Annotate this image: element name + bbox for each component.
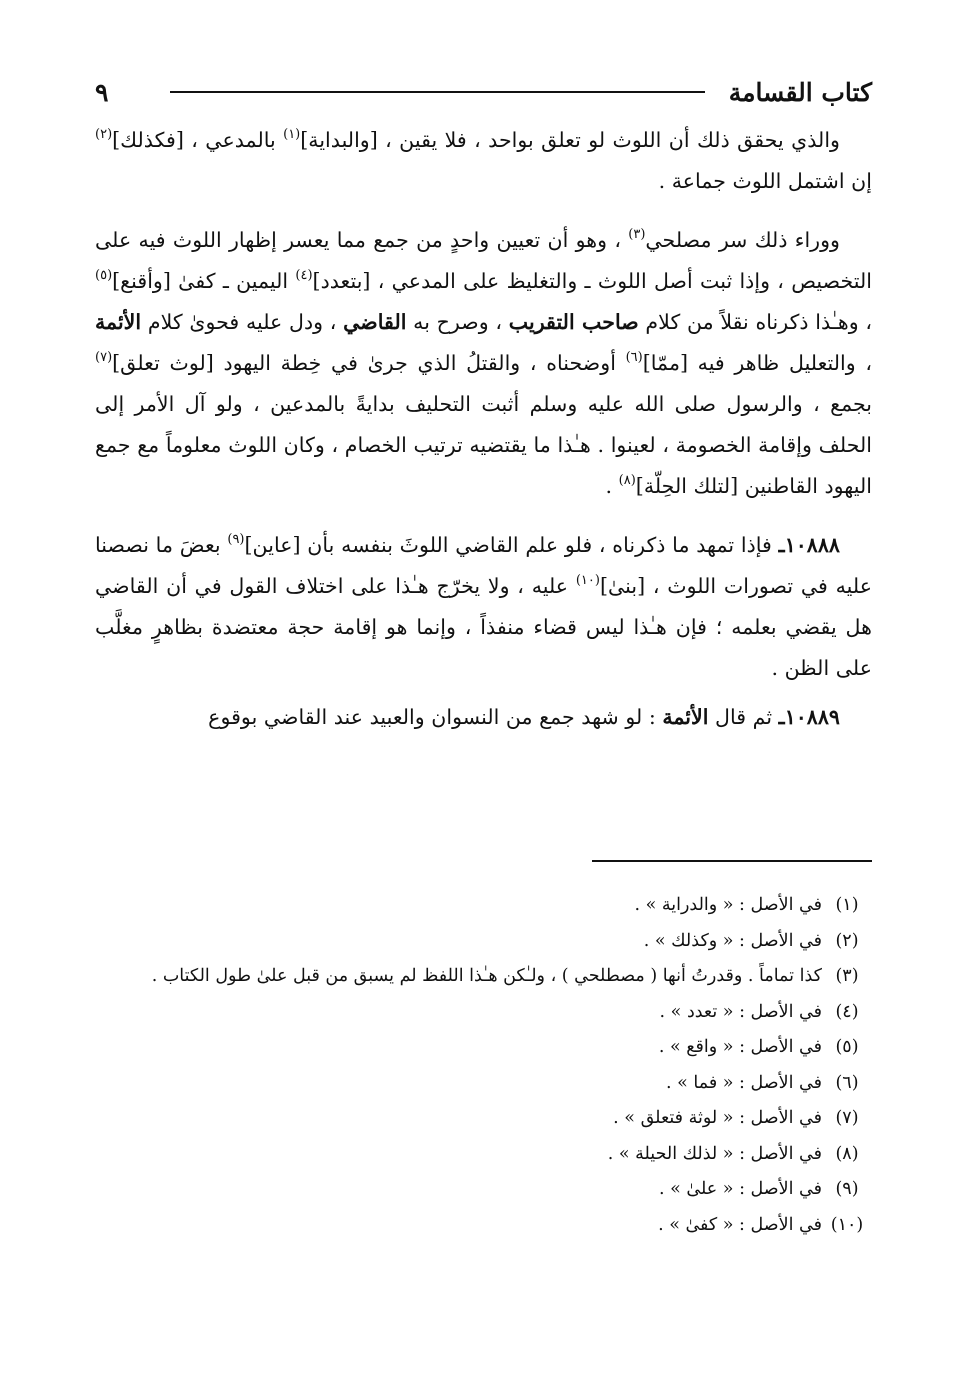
body-text: [95, 120, 872, 738]
footnote-item: [95, 1137, 872, 1173]
footnote-item: [95, 1208, 872, 1244]
footnote-ref-2: (٢): [95, 127, 113, 142]
text-run: : لو شهد جمع من النسوان والعبيد عند القاضي بوقوع: [208, 705, 663, 729]
footnote-item: [95, 959, 872, 995]
text-run: والذي يحقق ذلك أن اللوث لو تعلق بواحد ، فلا يقين ، [والبداية]: [300, 128, 840, 152]
footnote-separator: [592, 860, 872, 862]
paragraph-1: [95, 120, 872, 202]
footnote-text: في الأصل : « تعدد » .: [659, 1001, 822, 1022]
footnote-ref-10: (١٠): [575, 573, 600, 588]
footnote-text: كذا تماماً . وقدرتُ أنها ( مصطلحي ) ، ولـٰكن هـٰذا اللفظ لم يسبق من قبل علىٰ طول الكتاب .: [151, 966, 822, 986]
text-run: أوضحناه ، والقتلُ الذي جرىٰ في خِطة اليهود [لوث تعلق]: [112, 351, 626, 375]
header-rule: [170, 91, 704, 93]
footnote-item: [95, 995, 872, 1031]
paragraph-3: [95, 525, 872, 689]
text-run: اليمين ـ كفىٰ [وأقنع]: [112, 269, 296, 293]
footnote-ref-3: (٣): [628, 227, 646, 242]
footnote-number: (٤): [835, 1001, 859, 1022]
footnote-ref-4: (٤): [295, 268, 313, 283]
text-run: .: [605, 474, 619, 498]
footnote-text: في الأصل : « كفىٰ » .: [658, 1214, 822, 1235]
bold-name: الأئمة: [95, 310, 142, 334]
footnote-number: (٧): [835, 1108, 859, 1128]
footnote-text: في الأصل : « علىٰ » .: [659, 1179, 822, 1199]
text-run: ، وهو أن تعيين واحدٍ من جمع مما يعسر إظهار اللوث فيه على التخصيص ، وإذا ثبت أصل اللوث ـ والتغليظ على المدعي ، [بتعدد]: [95, 228, 872, 293]
footnote-text: في الأصل : « واقع » .: [658, 1037, 822, 1057]
footnote-ref-6: (٦): [625, 350, 643, 365]
footnote-number: (٨): [835, 1143, 859, 1164]
text-run: ، وصرح به: [406, 310, 509, 334]
footnote-number: (٩): [835, 1179, 859, 1199]
page-number: ٩: [95, 77, 109, 107]
footnote-item: [95, 888, 872, 924]
footnote-item: [95, 1172, 872, 1208]
text-run: عليه ، ولا يخرّج هـٰذا على اختلاف القول في أن القاضي هل يقضي بعلمه ؛ فإن هـٰذا ليس قضاء منفذاً ، وإنما هو إقامة حجة معتضدة بظاهرٍ مغلَّب على الظن .: [95, 574, 872, 680]
footnote-item: [95, 1066, 872, 1102]
book-page: [95, 72, 872, 1235]
footnote-ref-7: (٧): [95, 350, 113, 365]
footnote-text: في الأصل : « وكذلك » .: [643, 930, 822, 951]
text-run: بعضَ ما نصصنا عليه في تصورات اللوث ، [بنىٰ]: [95, 533, 872, 598]
bold-name: القاضي: [343, 310, 407, 334]
text-run: ، والتعليل ظاهر فيه [ممّا]: [642, 351, 872, 375]
footnote-number: (١٠): [830, 1214, 864, 1235]
bold-name: صاحب التقريب: [508, 310, 639, 334]
footnote-text: في الأصل : « لوثة فتعلق » .: [613, 1108, 822, 1128]
running-title: كتاب القسامة: [728, 77, 872, 107]
footnote-item: [95, 1030, 872, 1066]
footnote-ref-5: (٥): [95, 268, 113, 283]
section-number: ١٠٨٨٨ـ: [778, 533, 840, 557]
section-number: ١٠٨٨٩ـ: [778, 705, 840, 729]
text-run: بجمع ، والرسول صلى الله عليه وسلم أثبت التحليف بدايةً بالمدعين ، ولو آل الأمر إلى الحلف وإقامة الخصومة ، لعينوا . هـٰذا ما يقتضيه ترتيب الخصام ، وكان اللوث معلوماً مع جمع اليهود القاطنين [لتلك الحِلّة]: [95, 392, 872, 498]
text-run: إن اشتمل اللوث جماعة .: [658, 169, 872, 193]
text-run: ، وهـٰذا ذكرناه نقلاً من كلام: [638, 310, 872, 334]
footnote-ref-8: (٨): [618, 473, 636, 488]
footnote-text: في الأصل : « والدراية » .: [634, 895, 822, 915]
bold-name: الأئمة: [662, 705, 709, 729]
footnote-ref-9: (٩): [227, 532, 245, 547]
running-header: [95, 72, 872, 112]
text-run: فإذا تمهد ما ذكرناه ، فلو علم القاضي اللوثَ بنفسه بأن [عاين]: [244, 533, 779, 557]
footnote-number: (١): [835, 895, 859, 915]
footnote-text: في الأصل : « لذلك الحيلة » .: [607, 1143, 822, 1164]
footnote-item: [95, 1101, 872, 1137]
text-run: ثم قال: [708, 705, 779, 729]
footnote-number: (٦): [835, 1072, 859, 1093]
footnotes: [95, 888, 872, 1243]
paragraph-2: [95, 220, 872, 507]
paragraph-4: [95, 697, 872, 738]
footnote-number: (٣): [835, 966, 859, 986]
footnote-item: [95, 924, 872, 960]
text-run: ، ودل عليه فحوىٰ كلام: [141, 310, 344, 334]
footnote-ref-1: (١): [283, 127, 301, 142]
footnote-text: في الأصل : « فما » .: [666, 1072, 822, 1093]
text-run: ووراء ذلك سر مصلحي: [645, 228, 840, 252]
footnote-number: (٢): [835, 930, 859, 951]
footnote-number: (٥): [835, 1037, 859, 1057]
text-run: بالمدعي ، [فكذلك]: [112, 128, 284, 152]
